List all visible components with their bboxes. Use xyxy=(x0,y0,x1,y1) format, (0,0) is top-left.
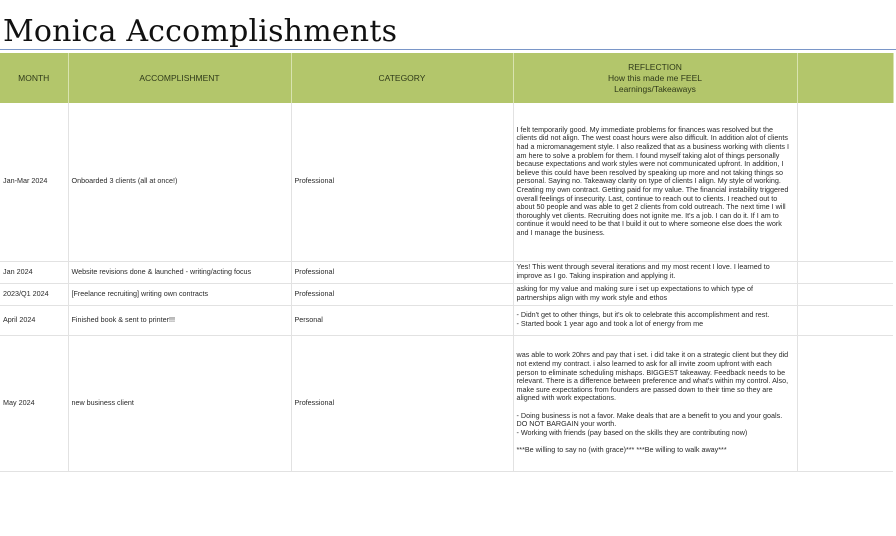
header-reflection[interactable] xyxy=(513,53,797,103)
header-accomplishment[interactable]: ACCOMPLISHMENT xyxy=(68,53,291,103)
reflection-text: was able to work 20hrs and pay that i set. i did take it on a strategic client but they did not extend my contract. i also learned to ask for all invite zoom upfront with each person to eliminate scheduling mishaps. BIGGEST takeaway. Feedback needs to be relevant. There is a difference between preference and what's within my control. Also, make sure expectations from founders are passed down to their time so they are aligned with work expectations. xyxy=(516,350,789,403)
table-row xyxy=(0,335,893,471)
cell-empty[interactable] xyxy=(797,305,893,335)
reflection-text: I felt temporarily good. My immediate problems for finances was resolved but the clients did not align. The west coast hours were also difficult. In addition alot of clients had a micromanagement style. I also realized that as a business working with clients I am here to solve a problem for them. I found myself taking alot of things personally because expectations and work styles were not communicated upfront. In addition, I believe this could have been resolved by speaking up more and not taking things so personal. Saying no. Takeaway clarity on type of clients I align. My style of working. Creating my own contract. Getting paid for my value. The financial instability triggered overall feelings of insecurity. Last, continue to reach out to clients. I reached out to about 50 people and was able to get 2 clients from cold outreach. The next time I will thoroughly vet clients. Recruiting does not ignite me. It's a job. I can do it. If I am to continue it would need to be that I build it out to where someone else does the work and I manage the business. xyxy=(516,124,789,238)
reflection-text: Yes! This went through several iterations and my most recent I love. I learned to improve as I go. Taking inspiration and applying it. xyxy=(516,262,770,280)
header-category[interactable]: CATEGORY xyxy=(291,53,513,103)
cell-empty[interactable] xyxy=(797,335,893,471)
cell-month[interactable]: April 2024 xyxy=(0,305,68,335)
cell-accomplishment[interactable]: Finished book & sent to printer!!! xyxy=(68,305,291,335)
header-reflection-line3: Learnings/Takeaways xyxy=(614,83,696,94)
header-row xyxy=(0,53,893,103)
cell-accomplishment[interactable]: Website revisions done & launched - writing/acting focus xyxy=(68,261,291,283)
cell-accomplishment[interactable]: Onboarded 3 clients (all at once!) xyxy=(68,103,291,261)
cell-month[interactable]: Jan-Mar 2024 xyxy=(0,103,68,261)
cell-category[interactable]: Professional xyxy=(291,335,513,471)
cell-reflection[interactable] xyxy=(513,103,797,261)
reflection-text: - Started book 1 year ago and took a lot of energy from me xyxy=(516,319,704,328)
accomplishments-table xyxy=(0,53,894,472)
cell-empty[interactable] xyxy=(797,283,893,305)
reflection-text: asking for my value and making sure i set up expectations to which type of partnerships align with my work style and ethos xyxy=(516,284,754,302)
cell-month[interactable]: Jan 2024 xyxy=(0,261,68,283)
table-row xyxy=(0,283,893,305)
cell-month[interactable]: 2023/Q1 2024 xyxy=(0,283,68,305)
header-reflection-line2: How this made me FEEL xyxy=(607,72,702,83)
header-reflection-line1: REFLECTION xyxy=(628,61,682,72)
cell-reflection[interactable] xyxy=(513,305,797,335)
cell-category[interactable]: Professional xyxy=(291,283,513,305)
table-row xyxy=(0,103,893,261)
cell-empty[interactable] xyxy=(797,261,893,283)
cell-reflection[interactable] xyxy=(513,261,797,283)
cell-empty[interactable] xyxy=(797,103,893,261)
cell-accomplishment[interactable]: [Freelance recruiting] writing own contracts xyxy=(68,283,291,305)
reflection-text: - Didn't get to other things, but it's ok to celebrate this accomplishment and rest. xyxy=(516,310,770,320)
table-row xyxy=(0,305,893,335)
reflection-text: ***Be willing to say no (with grace)*** ***Be willing to walk away*** xyxy=(516,444,727,454)
cell-category[interactable]: Professional xyxy=(291,103,513,261)
title-bar xyxy=(0,0,896,50)
header-month[interactable]: MONTH xyxy=(0,53,68,103)
header-empty[interactable] xyxy=(797,53,893,103)
cell-reflection[interactable] xyxy=(513,335,797,471)
cell-month[interactable]: May 2024 xyxy=(0,335,68,471)
reflection-text: - Doing business is not a favor. Make deals that are a benefit to you and your goals. DO NOT BARGAIN your worth. xyxy=(516,410,783,429)
reflection-text: - Working with friends (pay based on the skills they are contributing now) xyxy=(516,427,748,437)
cell-accomplishment[interactable]: new business client xyxy=(68,335,291,471)
cell-category[interactable]: Personal xyxy=(291,305,513,335)
page-title: Monica Accomplishments xyxy=(3,14,398,49)
cell-reflection[interactable] xyxy=(513,283,797,305)
table-row xyxy=(0,261,893,283)
cell-category[interactable]: Professional xyxy=(291,261,513,283)
